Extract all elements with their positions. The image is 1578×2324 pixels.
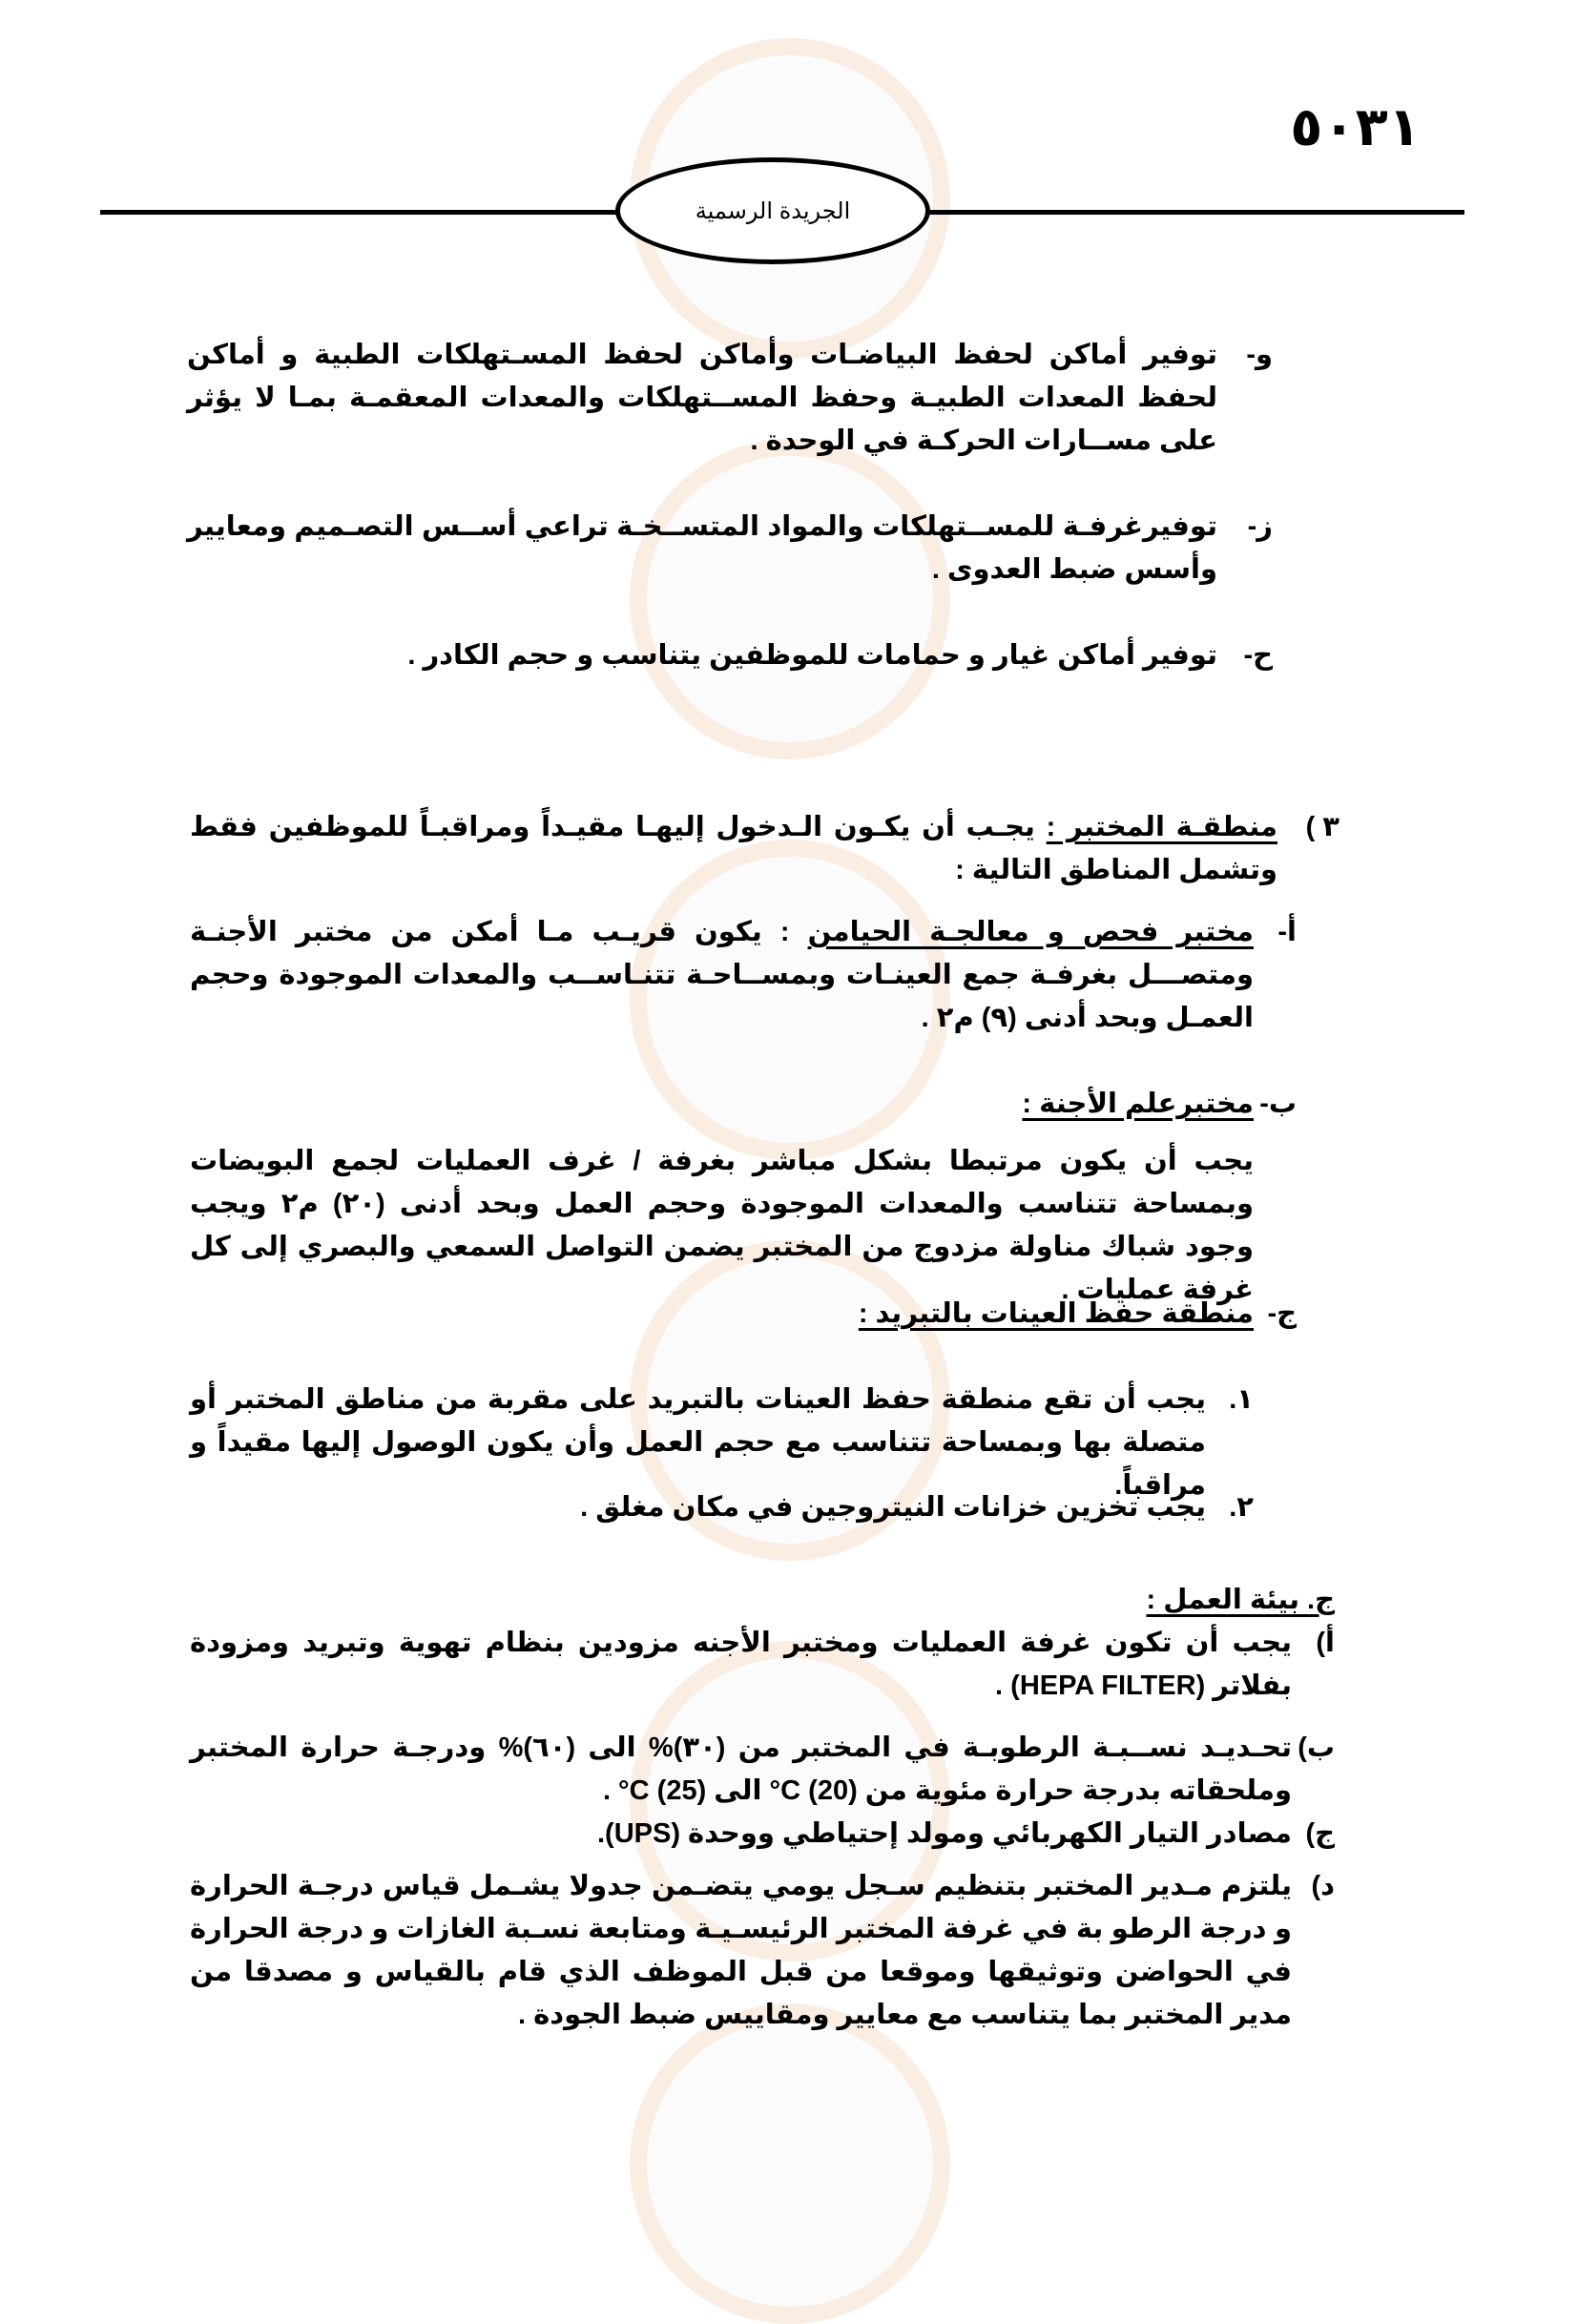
- item-text: تحـديـد نســبـة الرطوبـة في المختبر من (٣٠)% الى (٦٠)% ودرجـة حرارة المختبر وملحقاته بدرجة حرارة مئوية من (20) C° الى (25) C° .: [190, 1733, 1293, 1806]
- item-text: يجب أن يكون مرتبطا بشكل مباشر بغرفة / غرف العمليات لجمع البويضات وبمساحة تتناسب والمعدات الموجودة وحجم العمل وبحد أدنى (٢٠) م٢ ويجب وجود شباك مناولة مزدوج من المختبر يضمن التواصل السمعي والبصري إلى كل غرفة عمليات .: [190, 1146, 1254, 1305]
- gazette-title: الجريدة الرسمية: [695, 197, 851, 224]
- watermark-clock-icon: [630, 2003, 950, 2324]
- item-text: : يكون قريـب مـا أمكن من مختبر الأجنـة ومتصـــل بغرفـة جمع العينـات وبمســاحـة تتنـاســب والمعدات الموجودة وحجم العمـل وبحد أدنى (٩) م٢ .: [190, 917, 1254, 1033]
- item-heading-wrap: [681, 1083, 1254, 1126]
- item-paragraph: [190, 911, 1254, 1040]
- item-marker: ب-: [1259, 1089, 1297, 1119]
- item-marker: أ-: [1277, 917, 1297, 947]
- subitem-text: يجب تخزين خزانات النيتروجين في مكان مغلق .: [580, 1492, 1206, 1523]
- section-text: يجـب أن يكـون الـدخول إليهـا مقيـداً ومراقبـاً للموظفين فقط وتشمل المناطق التالية :: [190, 812, 1277, 885]
- item-marker: أ): [1316, 1628, 1335, 1658]
- item-marker: ب): [1298, 1733, 1335, 1763]
- item-marker: ج-: [1267, 1298, 1297, 1329]
- section-paragraph: [190, 806, 1277, 892]
- item-heading: منطقة حفظ العينات بالتبريد :: [858, 1298, 1254, 1329]
- item-heading: مختبرعلم الأجنة :: [1022, 1089, 1254, 1119]
- item-text: مصادر التيار الكهربائي ومولد إحتياطي ووحدة (UPS).: [596, 1818, 1292, 1849]
- item-marker: د): [1311, 1871, 1335, 1901]
- page-number: ٥٠٣١: [1290, 96, 1421, 156]
- gazette-title-oval: [615, 157, 930, 264]
- item-heading: مختبر فحص و معالجـة الحيامن: [807, 917, 1254, 947]
- section-heading-wrap: [762, 1579, 1335, 1622]
- watermark-clock-icon: [630, 439, 950, 759]
- section-marker: ٣ ): [1305, 812, 1339, 842]
- item-text: توفير أماكن لحفظ البياضـات وأماكن لحفظ المسـتهلكات الطبية و أماكن لحفظ المعدات الطبيـة وحفظ المســتهلكات والمعدات المعقمـة بمـا لا يؤثر على مســارات الحركـة في الوحدة .: [187, 340, 1217, 456]
- item-text: توفير أماكن غيار و حمامات للموظفين يتناسب و حجم الكادر .: [407, 640, 1217, 671]
- section-heading: ج. بيئة العمل :: [1146, 1585, 1335, 1615]
- item-text: توفيرغرفـة للمســتهلكات والمواد المتســخـة تراعي أســس التصـميم ومعايير وأسس ضبط العدوى .: [187, 511, 1217, 585]
- section-heading: منطقـة المختبر :: [1046, 812, 1278, 842]
- item-text: يجب أن تكون غرفة العمليات ومختبر الأجنه مزودين بنظام تهوية وتبريد ومزودة بفلاتر (HEPA FILTER) .: [190, 1628, 1292, 1701]
- item-marker: ح-: [1243, 640, 1273, 671]
- subitem-text: يجب أن تقع منطقة حفظ العينات بالتبريد على مقربة من مناطق المختبر أو متصلة بها وبمساحة تتناسب مع حجم العمل وأن يكون الوصول إليها مقيداً و مراقباً.: [190, 1384, 1206, 1501]
- item-marker: ز-: [1247, 511, 1273, 542]
- subitem-marker: ٢.: [1229, 1492, 1254, 1523]
- item-text: يلتزم مـدير المختبر بتنظيم سـجل يومي يتضـمن جدولا يشـمل قياس درجـة الحرارة و درجة الرطو بة في غرفة المختبر الرئيسـيـة ومتابعة نسـبة الغازات و درجة الحرارة في الحواضن وتوثيقها وموقعا من قبل الموظف الذي قام بالقياس و مصدقا من مدير المختبر بما يتناسب مع معايير ومقاييس ضبط الجودة .: [190, 1871, 1292, 2030]
- item-marker: و-: [1246, 340, 1273, 370]
- item-marker: ج): [1305, 1818, 1335, 1849]
- item-heading-wrap: [681, 1293, 1254, 1336]
- subitem-marker: ١.: [1229, 1384, 1254, 1415]
